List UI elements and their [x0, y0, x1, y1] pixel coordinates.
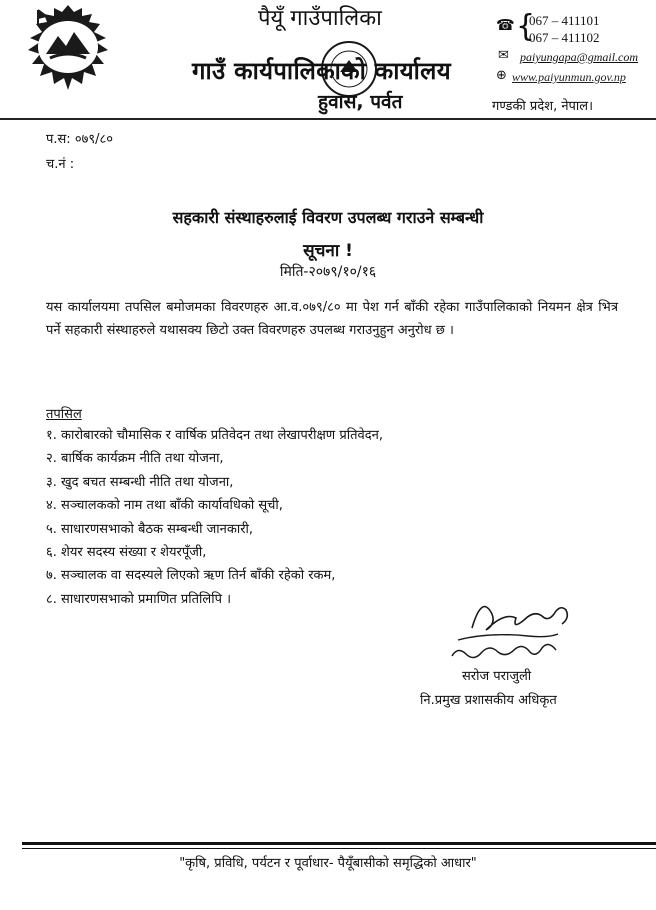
reference-number: प.स: ०७९/८०: [46, 132, 113, 147]
requirements-list: [46, 424, 383, 611]
list-item: २. बार्षिक कार्यक्रम नीति तथा योजना,: [46, 451, 224, 467]
dispatch-number: च.नं :: [46, 157, 75, 172]
footer-divider-thin: [22, 848, 656, 849]
nepal-emblem-logo: [6, 2, 130, 92]
phone-icon: ☎: [496, 16, 515, 34]
signer-name: सरोज पराजुली: [462, 669, 532, 684]
brace-decoration: {: [516, 9, 536, 44]
notice-title: सूचना !: [303, 241, 353, 261]
phone-number-2: 067 – 411102: [529, 30, 600, 45]
list-item: ७. सञ्चालक वा सदस्यले लिएको ऋण तिर्न बाँकी रहेको रकम,: [46, 568, 336, 584]
office-name-line2: गाउँ कार्यपालिकाको कार्यालय: [192, 57, 451, 85]
list-item: ५. साधारणसभाको बैठक सम्बन्धी जानकारी,: [46, 521, 254, 537]
list-item: ८. साधारणसभाको प्रमाणित प्रतिलिपि ।: [46, 591, 232, 607]
email-link[interactable]: paiyungapa@gmail.com: [520, 50, 639, 64]
office-location: हुवास, पर्वत: [318, 91, 403, 113]
header-divider: [0, 118, 656, 120]
website-link[interactable]: www.paiyunmun.gov.np: [512, 70, 626, 84]
notice-body: यस कार्यालयमा तपसिल बमोजमका विवरणहरु आ.व.०७९/८० मा पेश गर्न बाँकी रहेका गाउँपालिकाको नियमन क्षेत्र भित्र पर्ने सहकारी संस्थाहरुले यथासक्य छिटो उक्त विवरणहरु उपलब्ध गराउनुहुन अनुरोध छ ।: [46, 300, 618, 338]
list-item: ६. शेयर सदस्य संख्या र शेयरपूँजी,: [46, 544, 207, 560]
signer-designation: नि.प्रमुख प्रशासकीय अधिकृत: [420, 693, 557, 708]
list-item: ४. सञ्चालकको नाम तथा बाँकी कार्यावधिको सूची,: [46, 498, 283, 514]
list-item: ३. खुद बचत सम्बन्धी नीति तथा योजना,: [46, 474, 234, 490]
list-item: १. कारोबारको चौमासिक र वार्षिक प्रतिवेदन तथा लेखापरीक्षण प्रतिवेदन,: [46, 428, 383, 443]
handwritten-signature: [438, 584, 588, 670]
notice-subject: सहकारी संस्थाहरुलाई विवरण उपलब्ध गराउने सम्बन्धी: [172, 208, 484, 227]
envelope-icon: ✉: [498, 48, 509, 63]
footer-divider-thick: [22, 842, 656, 845]
footer-motto: "कृषि, प्रविधि, पर्यटन र पूर्वाधार- पैयूँबासीको समृद्धिको आधार": [179, 856, 477, 871]
office-address: गण्डकी प्रदेश, नेपाल।: [492, 99, 594, 114]
globe-icon: ⊕: [496, 68, 507, 83]
phone-number-1: 067 – 411101: [529, 13, 600, 28]
list-heading: तपसिल: [46, 407, 82, 422]
notice-date: मिति-२०७९/१०/१६: [279, 264, 377, 280]
office-name-line1: पैयूँ गाउँपालिका: [258, 6, 382, 31]
